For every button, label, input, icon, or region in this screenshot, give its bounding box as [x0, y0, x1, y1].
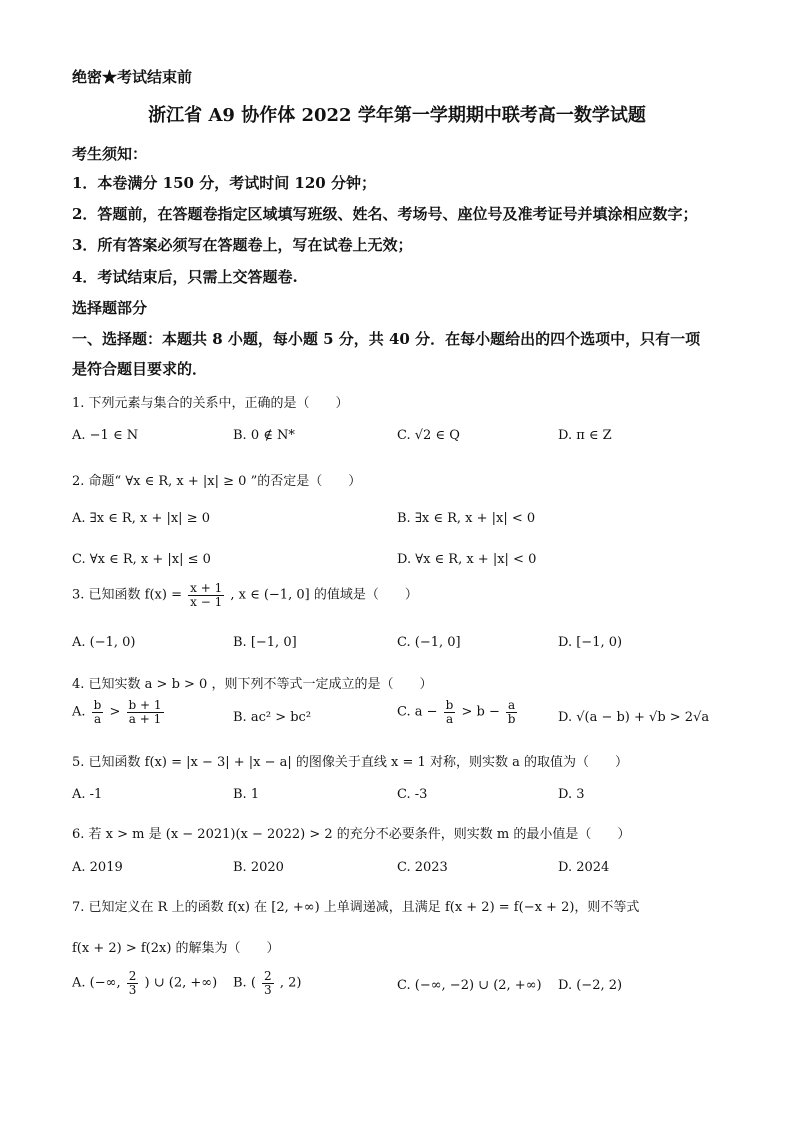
- q3-option-b: B. [−1, 0]: [233, 635, 297, 650]
- q7-option-a-prefix: A. (−∞,: [72, 975, 121, 991]
- q4-option-c-prefix: C. a −: [397, 704, 438, 720]
- numerator: 2: [128, 969, 137, 983]
- q6-option-a: A. 2019: [72, 860, 123, 875]
- operator: >: [109, 704, 121, 720]
- q3-stem-suffix: , x ∈ (−1, 0] 的值域是（ ）: [230, 587, 418, 603]
- q7-option-b-prefix: B. (: [233, 975, 256, 991]
- numerator: b + 1: [128, 698, 162, 712]
- q2-stem: 2. 命题“ ∀x ∈ R, x + |x| ≥ 0 ”的否定是（ ）: [72, 474, 362, 489]
- notice-item-2: 2．答题前，在答题卷指定区域填写班级、姓名、考场号、座位号及准考证号并填涂相应数字；: [72, 205, 698, 223]
- q7-option-b-suffix: , 2): [279, 975, 302, 991]
- q7-stem-line-2: f(x + 2) > f(2x) 的解集为（ ）: [72, 941, 280, 956]
- q4-option-d: D. √(a − b) + √b > 2√a: [558, 710, 710, 725]
- q7-option-a-suffix: ) ∪ (2, +∞): [144, 975, 218, 991]
- q5-option-c: C. -3: [397, 787, 428, 802]
- q3-option-c: C. (−1, 0]: [397, 635, 461, 650]
- numerator: b: [445, 698, 454, 712]
- exam-title: 浙江省 A9 协作体 2022 学年第一学期期中联考高一数学试题: [148, 105, 646, 126]
- q3-option-d: D. [−1, 0): [558, 635, 623, 650]
- denominator: b: [507, 711, 516, 726]
- q7-option-b-fraction: [262, 970, 274, 996]
- q7-option-a-fraction: [127, 970, 139, 996]
- q6-option-b: B. 2020: [233, 860, 284, 875]
- q7-option-c: C. (−∞, −2) ∪ (2, +∞): [397, 978, 542, 993]
- q5-option-d: D. 3: [558, 787, 585, 802]
- q4-option-a: [72, 699, 166, 725]
- q4-option-a-label: A.: [72, 704, 86, 720]
- section-intro-line-2: 是符合题目要求的．: [72, 360, 208, 378]
- q3-fraction-numerator: x + 1: [190, 581, 223, 595]
- q4-option-a-fraction-right: [127, 699, 164, 725]
- q7-option-a: [72, 970, 217, 996]
- notice-item-4: 4．考试结束后，只需上交答题卷.: [72, 268, 298, 286]
- q4-option-c-middle: > b −: [461, 704, 500, 720]
- q6-option-c: C. 2023: [397, 860, 448, 875]
- notice-item-1: 1．本卷满分 150 分，考试时间 120 分钟；: [72, 174, 376, 192]
- q6-option-d: D. 2024: [558, 860, 610, 875]
- denominator: a: [445, 711, 454, 726]
- numerator: b: [93, 698, 102, 712]
- q3-fraction-denominator: x − 1: [190, 594, 223, 609]
- denominator: a: [93, 711, 102, 726]
- q7-option-d: D. (−2, 2): [558, 978, 623, 993]
- q5-stem: 5. 已知函数 f(x) = |x − 3| + |x − a| 的图像关于直线 x = 1 对称，则实数 a 的取值为（ ）: [72, 755, 628, 770]
- q4-option-c: [397, 699, 519, 725]
- q2-option-b: B. ∃x ∈ R, x + |x| < 0: [397, 511, 536, 526]
- q3-option-a: A. (−1, 0): [72, 635, 136, 650]
- notice-heading: 考生须知：: [72, 145, 148, 163]
- q5-option-b: B. 1: [233, 787, 260, 802]
- q4-option-b: B. ac² > bc²: [233, 710, 312, 725]
- confidential-label: 绝密★考试结束前: [72, 68, 193, 86]
- q3-stem: [72, 582, 418, 608]
- q3-stem-prefix: 3. 已知函数 f(x) =: [72, 587, 182, 603]
- q5-option-a: A. -1: [72, 787, 103, 802]
- q1-option-d: D. π ∈ Z: [558, 428, 612, 443]
- denominator: a + 1: [128, 711, 162, 726]
- notice-item-3: 3．所有答案必须写在答题卷上，写在试卷上无效；: [72, 236, 413, 254]
- numerator: 2: [264, 969, 272, 983]
- section-intro-line-1: 一、选择题：本题共 8 小题，每小题 5 分，共 40 分．在每小题给出的四个选项中，只有一项: [72, 330, 701, 348]
- numerator: a: [508, 698, 516, 712]
- q4-option-a-fraction-left: [92, 699, 104, 725]
- section-part-label: 选择题部分: [72, 299, 148, 317]
- q2-option-c: C. ∀x ∈ R, x + |x| ≤ 0: [72, 552, 211, 567]
- denominator: 3: [264, 982, 272, 997]
- q2-option-a: A. ∃x ∈ R, x + |x| ≥ 0: [72, 511, 210, 526]
- q1-option-c: C. √2 ∈ Q: [397, 428, 460, 443]
- q7-stem-line-1: 7. 已知定义在 R 上的函数 f(x) 在 [2, +∞) 上单调递减，且满足 f(x + 2) = f(−x + 2)，则不等式: [72, 900, 640, 915]
- q4-stem: 4. 已知实数 a > b > 0 ，则下列不等式一定成立的是（ ）: [72, 677, 433, 692]
- q7-option-b: [233, 970, 301, 996]
- denominator: 3: [128, 982, 137, 997]
- q4-option-c-fraction-left: [444, 699, 456, 725]
- q1-option-a: A. −1 ∈ N: [72, 428, 139, 443]
- q1-stem: 1. 下列元素与集合的关系中，正确的是（ ）: [72, 396, 349, 411]
- q3-fraction: [188, 582, 224, 608]
- q1-option-b: B. 0 ∉ N*: [233, 428, 295, 443]
- q4-option-c-fraction-right: [506, 699, 517, 725]
- q6-stem: 6. 若 x > m 是 (x − 2021)(x − 2022) > 2 的充分不必要条件，则实数 m 的最小值是（ ）: [72, 827, 631, 842]
- q2-option-d: D. ∀x ∈ R, x + |x| < 0: [397, 552, 537, 567]
